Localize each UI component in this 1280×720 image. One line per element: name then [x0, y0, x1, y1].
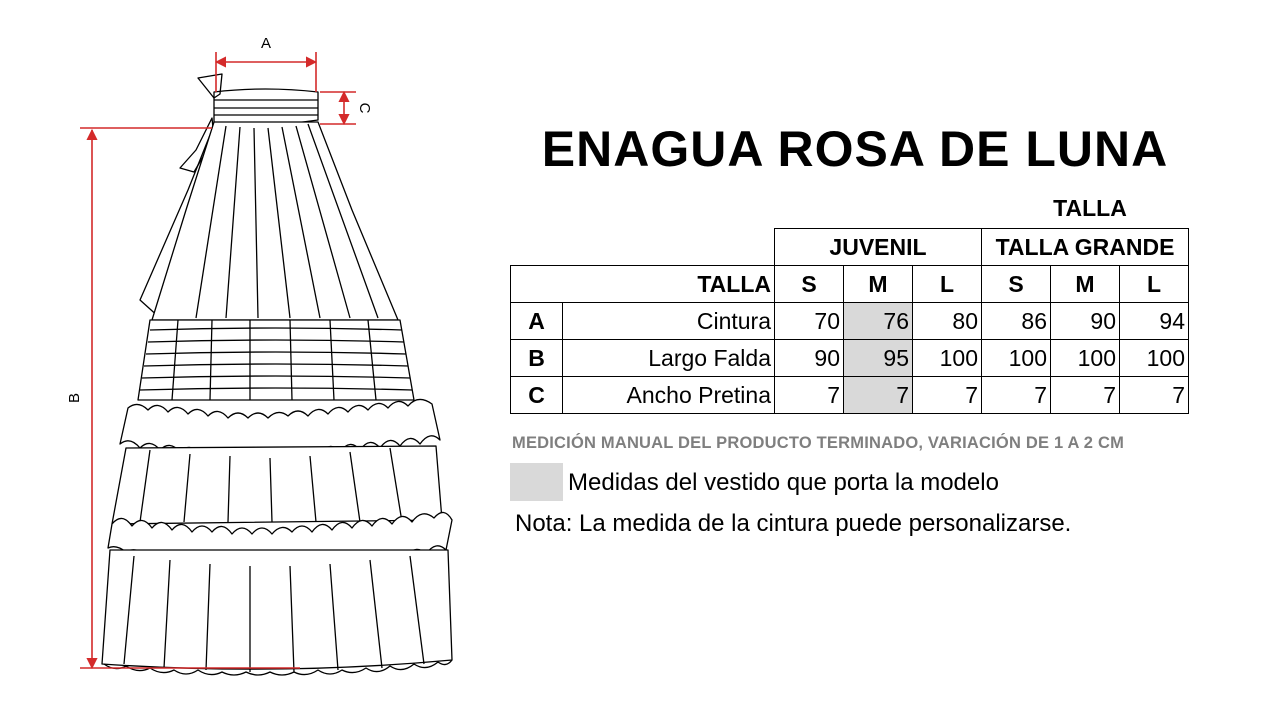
- measurement-note: MEDICIÓN MANUAL DEL PRODUCTO TERMINADO, VARIACIÓN DE 1 A 2 CM: [512, 434, 1125, 452]
- value-cell: 100: [913, 340, 982, 377]
- row-code: B: [511, 340, 563, 377]
- value-cell: 70: [775, 303, 844, 340]
- talla-header: TALLA: [511, 266, 775, 303]
- size-table: [510, 228, 1189, 414]
- value-cell-highlighted: 95: [844, 340, 913, 377]
- value-cell: 7: [1051, 377, 1120, 414]
- value-cell: 7: [982, 377, 1051, 414]
- dimension-c-label: C: [356, 102, 373, 114]
- group-talla-grande: TALLA GRANDE: [982, 229, 1189, 266]
- table-row: [511, 340, 1189, 377]
- skirt-illustration: [0, 0, 500, 720]
- row-label: Largo Falda: [563, 340, 775, 377]
- value-cell: 80: [913, 303, 982, 340]
- value-cell: 7: [775, 377, 844, 414]
- value-cell: 100: [982, 340, 1051, 377]
- size-header: M: [1051, 266, 1120, 303]
- customization-note: Nota: La medida de la cintura puede personalizarse.: [515, 510, 1072, 537]
- value-cell: 100: [1051, 340, 1120, 377]
- value-cell: 94: [1120, 303, 1189, 340]
- value-cell: 100: [1120, 340, 1189, 377]
- upper-skirt: [152, 122, 398, 320]
- size-header: L: [913, 266, 982, 303]
- value-cell-highlighted: 7: [844, 377, 913, 414]
- value-cell: 90: [1051, 303, 1120, 340]
- row-code: C: [511, 377, 563, 414]
- table-row: [511, 377, 1189, 414]
- middle-skirt: [112, 446, 442, 524]
- table-row: [511, 303, 1189, 340]
- size-header: S: [775, 266, 844, 303]
- value-cell: 7: [1120, 377, 1189, 414]
- size-header: L: [1120, 266, 1189, 303]
- value-cell: 90: [775, 340, 844, 377]
- value-cell: 7: [913, 377, 982, 414]
- group-row: [511, 229, 1189, 266]
- lower-skirt: [102, 550, 452, 669]
- talla-top-label: TALLA: [1053, 195, 1127, 221]
- value-cell-highlighted: 76: [844, 303, 913, 340]
- blank-corner: [511, 229, 775, 266]
- legend-text: Medidas del vestido que porta la modelo: [568, 469, 999, 496]
- row-label: Cintura: [563, 303, 775, 340]
- size-header: M: [844, 266, 913, 303]
- group-juvenil: JUVENIL: [775, 229, 982, 266]
- skirt-drawing: [102, 74, 452, 675]
- row-code: A: [511, 303, 563, 340]
- row-label: Ancho Pretina: [563, 377, 775, 414]
- page-title: ENAGUA ROSA DE LUNA: [541, 121, 1169, 177]
- waistband: [214, 89, 318, 125]
- size-header: S: [982, 266, 1051, 303]
- legend-swatch: [510, 463, 563, 501]
- dimension-b-label: B: [66, 392, 83, 404]
- size-header-row: [511, 266, 1189, 303]
- dimension-a-label: A: [260, 35, 272, 52]
- value-cell: 86: [982, 303, 1051, 340]
